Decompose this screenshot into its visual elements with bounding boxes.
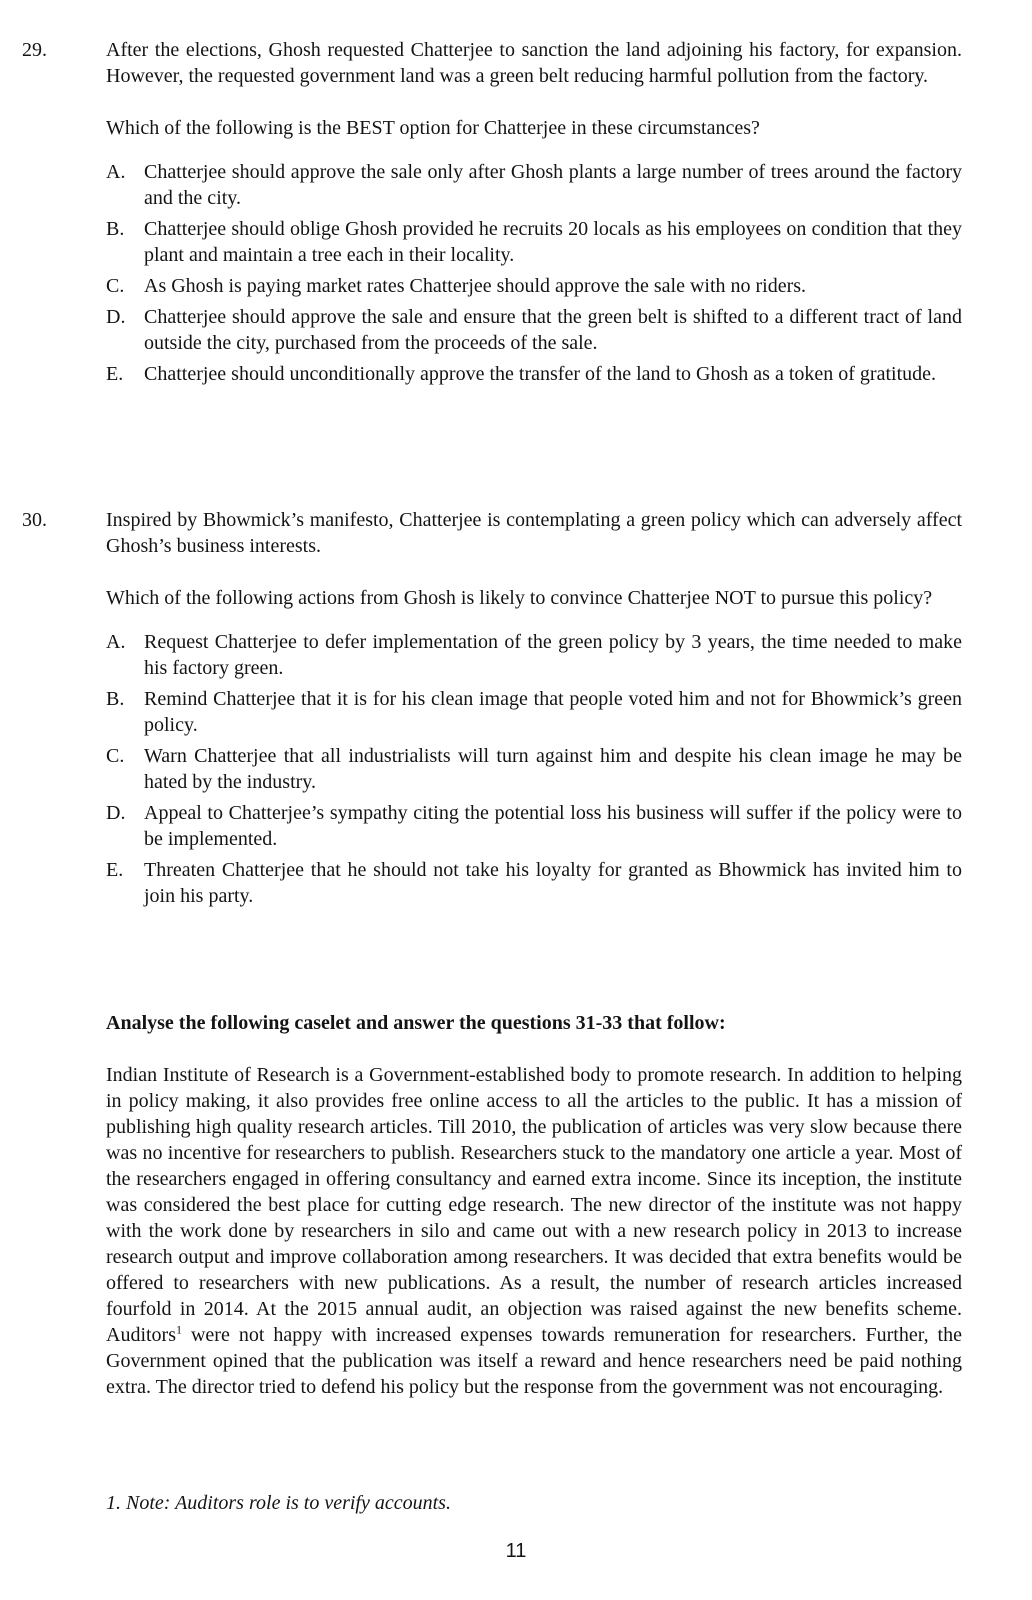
answer-option-b — [106, 686, 962, 738]
answer-option-c — [106, 743, 962, 795]
question-stem: Inspired by Bhowmick’s manifesto, Chatterjee is contemplating a green policy which can adversely affect Ghosh’s business interests. — [106, 509, 962, 557]
option-text: Warn Chatterjee that all industrialists will turn against him and despite his clean image he may be hated by the industry. — [144, 745, 962, 793]
footnote: 1. Note: Auditors role is to verify accounts. — [106, 1492, 451, 1514]
question-number: 30. — [22, 509, 47, 531]
question-stem: After the elections, Ghosh requested Chatterjee to sanction the land adjoining his factory, for expansion. However, the requested government land was a green belt reducing harmful pollution from the factory. — [106, 39, 962, 87]
answer-options — [106, 159, 962, 387]
question-body — [106, 507, 962, 914]
answer-option-d — [106, 304, 962, 356]
answer-option-b — [106, 216, 962, 268]
answer-option-a — [106, 629, 962, 681]
answer-option-e — [106, 857, 962, 909]
option-letter: D. — [106, 802, 126, 824]
option-text: Chatterjee should approve the sale and ensure that the green belt is shifted to a different tract of land outside the city, purchased from the proceeds of the sale. — [144, 306, 962, 354]
option-letter: A. — [106, 161, 126, 183]
option-text: Chatterjee should oblige Ghosh provided he recruits 20 locals as his employees on condition that they plant and maintain a tree each in their locality. — [144, 218, 962, 266]
question-prompt: Which of the following is the BEST option for Chatterjee in these circumstances? — [106, 117, 760, 139]
option-letter: C. — [106, 275, 125, 297]
answer-option-a — [106, 159, 962, 211]
answer-option-c — [106, 273, 962, 299]
option-text: Appeal to Chatterjee’s sympathy citing the potential loss his business will suffer if the policy were to be implemented. — [144, 802, 962, 850]
option-text: Chatterjee should approve the sale only after Ghosh plants a large number of trees around the factory and the city. — [144, 161, 962, 209]
option-text: Request Chatterjee to defer implementation of the green policy by 3 years, the time needed to make his factory green. — [144, 631, 962, 679]
option-text: Chatterjee should unconditionally approve the transfer of the land to Ghosh as a token of gratitude. — [144, 363, 937, 385]
option-text: Remind Chatterjee that it is for his clean image that people voted him and not for Bhowmick’s green policy. — [144, 688, 962, 736]
option-letter: A. — [106, 631, 126, 653]
option-text: As Ghosh is paying market rates Chatterjee should approve the sale with no riders. — [144, 275, 807, 297]
question-prompt: Which of the following actions from Ghosh is likely to convince Chatterjee NOT to pursue this policy? — [106, 587, 933, 609]
option-letter: E. — [106, 859, 124, 881]
answer-options — [106, 629, 962, 909]
option-text: Threaten Chatterjee that he should not take his loyalty for granted as Bhowmick has invited him to join his party. — [144, 859, 962, 907]
question-body — [106, 37, 962, 392]
page-number: 11 — [505, 1540, 527, 1562]
option-letter: B. — [106, 218, 125, 240]
caselet-text-part2: were not happy with increased expenses towards remuneration for researchers. Further, the Government opined that the publication was itself a reward and hence researchers need be paid nothing extra. The director tried to defend his policy but the response from the government was not encouraging. — [106, 1324, 962, 1398]
caselet-heading: Analyse the following caselet and answer the questions 31-33 that follow: — [106, 1012, 726, 1034]
answer-option-e — [106, 361, 962, 387]
option-letter: B. — [106, 688, 125, 710]
answer-option-d — [106, 800, 962, 852]
option-letter: C. — [106, 745, 125, 767]
caselet-paragraph — [106, 1062, 962, 1400]
footnote-marker: 1 — [176, 1322, 182, 1337]
option-letter: E. — [106, 363, 124, 385]
question-number: 29. — [22, 39, 47, 61]
option-letter: D. — [106, 306, 126, 328]
caselet-text-part1: Indian Institute of Research is a Government-established body to promote research. In addition to helping in policy making, it also provides free online access to all the articles to the public. It has a mission of publishing high quality research articles. Till 2010, the publication of articles was very slow because there was no incentive for researchers to publish. Researchers stuck to the mandatory one article a year. Most of the researchers engaged in offering consultancy and earned extra income. Since its inception, the institute was considered the best place for cutting edge research. The new director of the institute was not happy with the work done by researchers in silo and came out with a new research policy in 2013 to increase research output and improve collaboration among researchers. It was decided that extra benefits would be offered to researchers with new publications. As a result, the number of research articles increased fourfold in 2014. At the 2015 annual audit, an objection was raised against the new benefits scheme. Auditors — [106, 1064, 962, 1346]
